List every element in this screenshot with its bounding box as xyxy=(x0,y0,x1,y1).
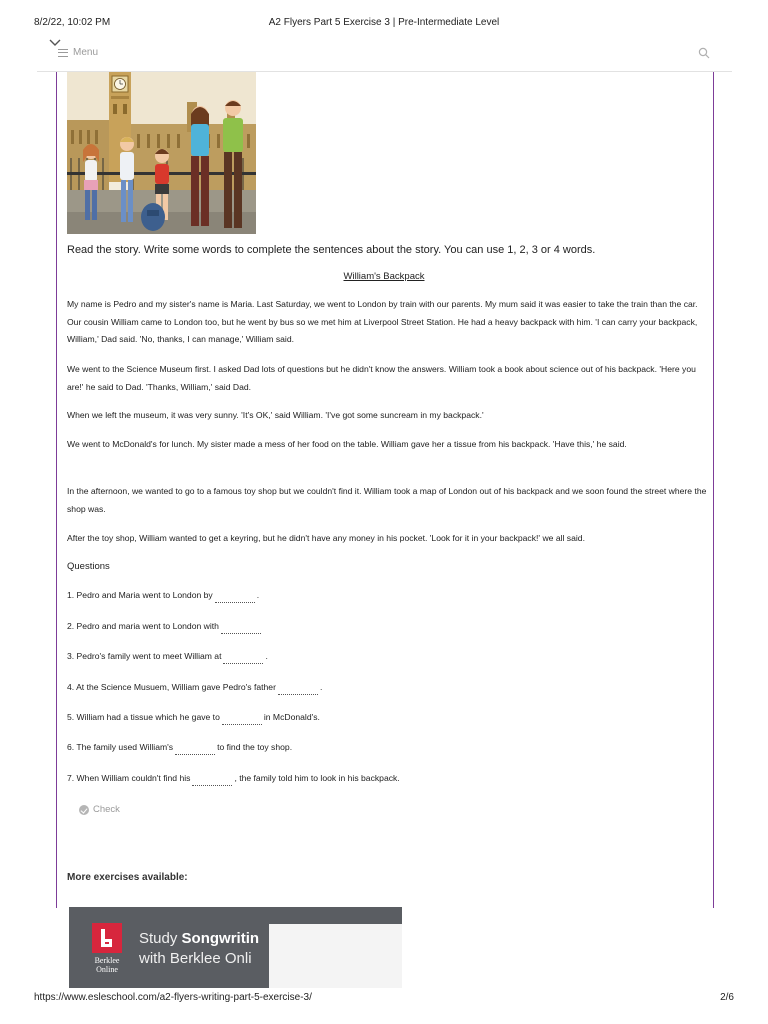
print-header xyxy=(0,17,768,33)
story-paragraph: When we left the museum, it was very sunny. 'It's OK,' said William. 'I've got some suncream in my backpack.' xyxy=(67,410,484,420)
questions-heading: Questions xyxy=(67,561,110,572)
site-nav-bar xyxy=(37,40,732,72)
question-text: 2. Pedro and maria went to London with xyxy=(67,621,219,631)
ad-line1-prefix: Study xyxy=(139,930,182,947)
check-label: Check xyxy=(93,804,120,815)
story-paragraph: We went to McDonald's for lunch. My sister made a mess of her food on the table. William gave her a tissue from his backpack. 'Have this,' he said. xyxy=(67,439,627,449)
story-title: William's Backpack xyxy=(343,271,425,282)
ad-overlay-panel xyxy=(269,924,402,988)
answer-input[interactable] xyxy=(192,776,232,786)
question-item xyxy=(67,773,400,786)
question-text: 3. Pedro's family went to meet William at xyxy=(67,651,222,661)
more-exercises-heading: More exercises available: xyxy=(67,872,188,883)
question-text-after: to find the toy shop. xyxy=(217,742,293,752)
question-text: 7. When William couldn't find his xyxy=(67,773,191,783)
hamburger-icon xyxy=(58,49,68,57)
menu-button[interactable] xyxy=(58,47,98,58)
question-text: 6. The family used William's xyxy=(67,742,174,752)
story-paragraph: After the toy shop, William wanted to get a keyring, but he didn't have any money in his pocket. 'Look for it in your backpack!' we all said. xyxy=(67,533,585,543)
answer-input[interactable] xyxy=(175,745,215,755)
menu-label: Menu xyxy=(73,47,99,58)
story-paragraph: We went to the Science Museum first. I asked Dad lots of questions but he didn't know the answers. William took a book about science out of his backpack. 'Here you are!' he said to Dad. 'Thanks, William,' said Dad. xyxy=(67,364,696,392)
berklee-logo-mark-icon xyxy=(92,923,122,953)
question-text: 4. At the Science Musuem, William gave Pedro's father xyxy=(67,682,276,692)
question-text-after: in McDonald's. xyxy=(263,712,320,722)
print-datetime: 8/2/22, 10:02 PM xyxy=(34,17,111,28)
question-item xyxy=(67,682,322,695)
family-illustration xyxy=(67,72,256,234)
ad-headline xyxy=(139,929,259,969)
question-item xyxy=(67,712,320,725)
instruction-text: Read the story. Write some words to complete the sentences about the story. You can use 1, 2, 3 or 4 words. xyxy=(67,244,596,256)
answer-input[interactable] xyxy=(221,624,261,634)
question-text: 5. William had a tissue which he gave to xyxy=(67,712,220,722)
answer-input[interactable] xyxy=(223,654,263,664)
ad-line1-bold: Songwritin xyxy=(181,930,260,947)
berklee-ad-banner[interactable] xyxy=(69,907,402,988)
page-url: https://www.esleschool.com/a2-flyers-writing-part-5-exercise-3/ xyxy=(34,992,312,1003)
ad-line2: with Berklee Onli xyxy=(139,950,252,967)
check-button[interactable] xyxy=(79,804,120,815)
question-text-after: , the family told him to look in his backpack. xyxy=(234,773,400,783)
page-number: 2/6 xyxy=(720,992,734,1003)
story-paragraph: In the afternoon, we wanted to go to a famous toy shop but we couldn't find it. William took a map of London out of his backpack and we soon found the street where the shop was. xyxy=(67,486,707,514)
story-paragraph: My name is Pedro and my sister's name is Maria. Last Saturday, we went to London by train with our parents. My mum said it was easier to take the train than the car. Our cousin William came to London too, but he went by bus so we met him at Liverpool Street Station. He had a heavy backpack with him. 'I can carry your backpack, William,' Dad said. 'No, thanks, I can manage,' William said. xyxy=(67,299,698,344)
answer-input[interactable] xyxy=(222,715,262,725)
check-circle-icon xyxy=(79,805,89,815)
answer-input[interactable] xyxy=(278,685,318,695)
question-text-after: . xyxy=(256,590,260,600)
question-text-after: . xyxy=(265,651,268,661)
question-item xyxy=(67,621,263,634)
question-text-after: . xyxy=(319,682,323,692)
question-item xyxy=(67,651,268,664)
answer-input[interactable] xyxy=(215,593,255,603)
logo-text-line2: Online xyxy=(96,965,118,974)
question-item xyxy=(67,742,292,755)
berklee-logo xyxy=(90,923,124,975)
search-icon[interactable] xyxy=(698,47,710,59)
logo-text-line1: Berklee xyxy=(94,956,120,965)
question-item xyxy=(67,590,259,603)
print-page-title: A2 Flyers Part 5 Exercise 3 | Pre-Intermediate Level xyxy=(268,17,500,28)
question-text: 1. Pedro and Maria went to London by xyxy=(67,590,213,600)
